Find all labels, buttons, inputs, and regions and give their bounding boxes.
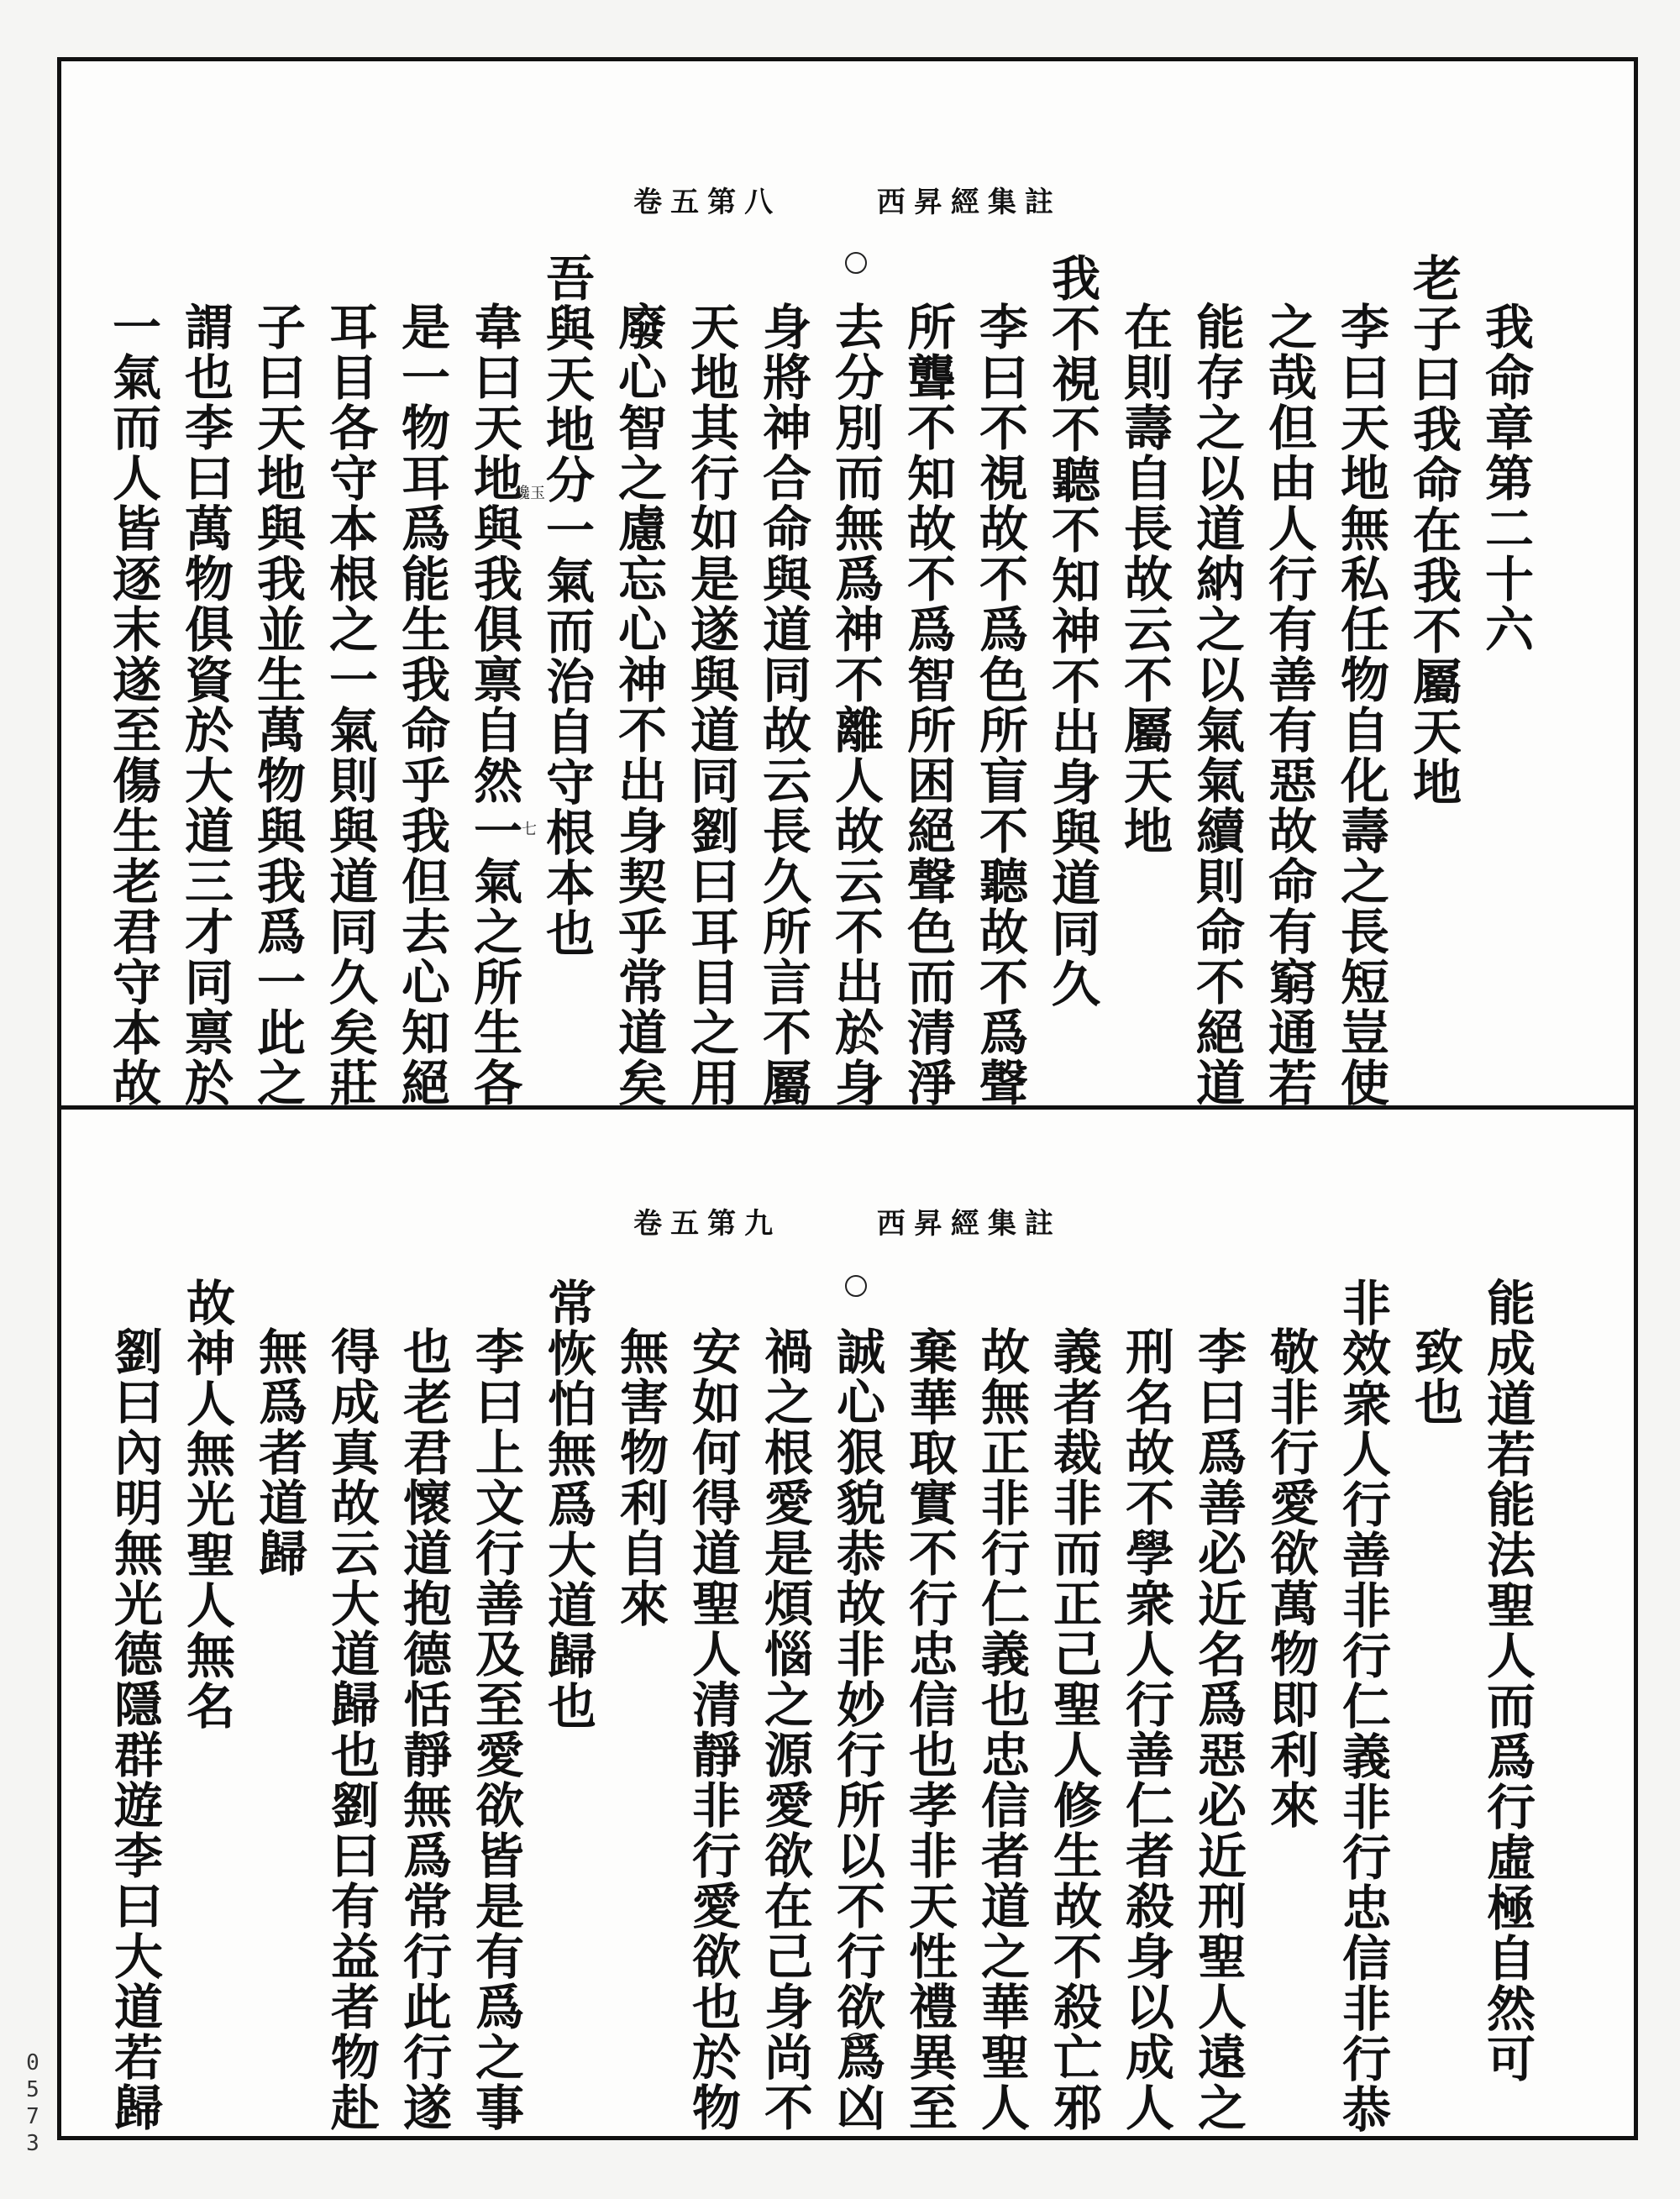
text-column: 故無正非行仁義也忠信者道之華聖人 xyxy=(973,1326,1030,2133)
text-column: 致也 xyxy=(1406,1326,1463,1427)
text-column: 所聾不知故不爲智所困絕聲色而清淨 xyxy=(899,302,956,1108)
text-column: 義者裁非而正己聖人修生故不殺亡邪 xyxy=(1045,1326,1102,2133)
page-number-digit: 3 xyxy=(26,2131,39,2156)
page-number-digit: 0 xyxy=(26,2050,39,2076)
text-column: 韋曰天地與我俱禀自然一氣之所生各 xyxy=(465,302,522,1108)
text-column: 在則壽自長故云不屬天地 xyxy=(1116,302,1173,856)
margin-note: 纔玉 xyxy=(515,485,545,502)
text-column: 我不視不聽不知神不出身與道同久 xyxy=(1043,253,1100,1009)
text-column: 天地其行如是遂與道同劉曰耳目之用 xyxy=(682,302,739,1108)
text-column: 李曰上文行善及至愛欲皆是有爲之事 xyxy=(467,1326,524,2133)
text-column: 禍之根愛是煩惱之源愛欲在己身尚不 xyxy=(756,1326,813,2133)
circle-mark-icon xyxy=(845,1275,867,1297)
text-column: 身將神合命與道同故云長久所言不屬 xyxy=(754,302,811,1108)
circle-mark-icon xyxy=(845,1026,867,1048)
text-column: 劉曰內明無光德隱群遊李曰大道若歸 xyxy=(106,1326,163,2133)
bottom-text-columns xyxy=(98,1278,1543,2151)
text-column: 之哉但由人行有善有惡故命有窮通若 xyxy=(1260,302,1317,1108)
text-column: 耳目各守本根之一氣則與道同久矣莊 xyxy=(321,302,378,1108)
text-column: 老子曰我命在我不屬天地 xyxy=(1404,253,1462,807)
page-number-digit: 5 xyxy=(26,2077,39,2102)
top-header-volume: 卷五第八 xyxy=(633,186,782,219)
text-column: 非效衆人行善非行仁義非行忠信非行恭 xyxy=(1334,1278,1391,2134)
text-column: 故神人無光聖人無名 xyxy=(178,1278,235,1731)
circle-mark-icon xyxy=(845,2033,867,2055)
text-column: 棄華取實不行忠信也孝非天性禮異至 xyxy=(900,1326,958,2133)
text-column: 誠心狠貌恭故非妙行所以不行欲爲凶 xyxy=(828,1326,885,2133)
bottom-header-title: 西昇經集註 xyxy=(876,1207,1062,1241)
text-column: 安如何得道聖人清靜非行愛欲也於物 xyxy=(684,1326,741,2133)
text-column: 李曰爲善必近名爲惡必近刑聖人遠之 xyxy=(1189,1326,1247,2133)
bottom-panel xyxy=(61,1110,1634,2136)
circle-mark-icon xyxy=(845,252,867,274)
text-column: 子曰天地與我並生萬物與我爲一此之 xyxy=(249,302,306,1108)
text-column: 無爲者道歸 xyxy=(250,1326,307,1578)
top-running-header xyxy=(61,179,1634,220)
text-column: 敬非行愛欲萬物即利來 xyxy=(1262,1326,1319,1830)
text-column: 也老君懷道抱德恬靜無爲常行此行遂 xyxy=(395,1326,452,2133)
text-column: 能成道若能法聖人而爲行虛極自然可 xyxy=(1478,1278,1536,2084)
text-column: 常恢怕無爲大道歸也 xyxy=(539,1278,596,1731)
text-column: 是一物耳爲能生我命乎我但去心知絕 xyxy=(393,302,450,1108)
text-column: 謂也李曰萬物俱資於大道三才同禀於 xyxy=(176,302,234,1108)
text-column: 廢心智之慮忘心神不出身契乎常道矣 xyxy=(610,302,667,1108)
bottom-header-volume: 卷五第九 xyxy=(633,1207,782,1241)
text-column: 得成真故云大道歸也劉曰有益者物赴 xyxy=(323,1326,380,2133)
page-number-digit: 7 xyxy=(26,2104,39,2129)
text-column: 能存之以道納之以氣氣續則命不絕道 xyxy=(1188,302,1245,1108)
text-column: 李曰天地無私任物自化壽之長短豈使 xyxy=(1332,302,1389,1108)
text-column: 吾與天地分一氣而治自守根本也 xyxy=(538,253,595,958)
text-column: 無害物利自來 xyxy=(612,1326,669,1629)
top-header-title: 西昇經集註 xyxy=(876,186,1062,219)
text-column: 一氣而人皆逐末遂至傷生老君守本故 xyxy=(104,302,161,1108)
small-mark: 七 xyxy=(522,821,537,838)
page-number xyxy=(20,2049,45,2157)
text-column: 刑名故不學衆人行善仁者殺身以成人 xyxy=(1117,1326,1174,2133)
top-text-columns xyxy=(97,253,1541,1126)
bottom-running-header xyxy=(61,1200,1634,1241)
chapter-title: 我命章第二十六 xyxy=(1477,302,1534,654)
text-column: 去分別而無爲神不離人故云不出於身 xyxy=(827,302,884,1108)
text-column: 李曰不視故不爲色所盲不聽故不爲聲 xyxy=(971,302,1028,1108)
top-panel xyxy=(61,61,1634,1108)
